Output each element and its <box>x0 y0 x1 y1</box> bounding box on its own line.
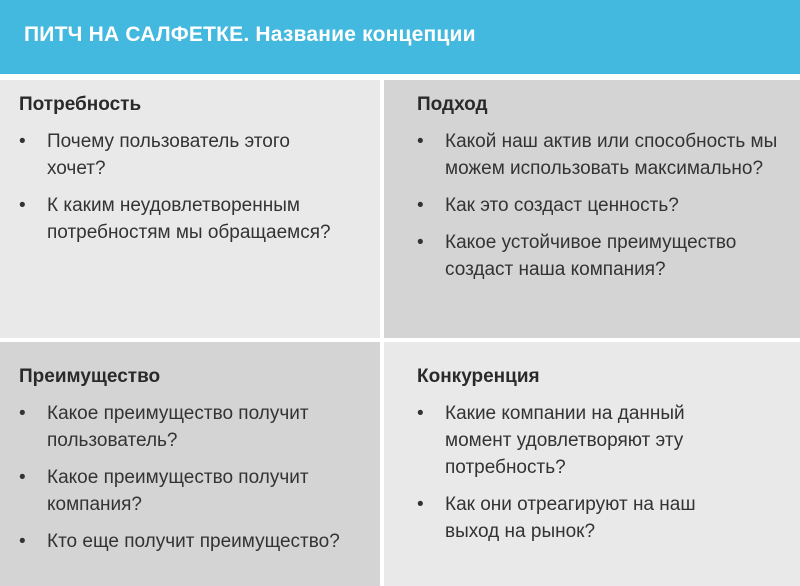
list-item <box>417 192 784 219</box>
bullet-icon: • <box>19 131 26 152</box>
question-list <box>19 128 364 246</box>
bullet-icon: • <box>417 494 424 515</box>
bullet-icon: • <box>19 195 26 216</box>
question-text: Какие компании на данный момент удовлетворяют эту потребность? <box>445 403 685 478</box>
question-text: Кто еще получит преимущество? <box>47 531 340 552</box>
list-item <box>417 400 745 481</box>
page-title: ПИТЧ НА САЛФЕТКЕ. Название концепции <box>24 23 476 46</box>
list-item <box>19 400 347 454</box>
bullet-icon: • <box>417 232 424 253</box>
bullet-icon: • <box>19 467 26 488</box>
quadrant-title: Преимущество <box>19 366 161 387</box>
question-list <box>19 400 364 555</box>
question-text: Почему пользователь этого хочет? <box>47 131 290 179</box>
list-item <box>417 491 755 545</box>
list-item <box>19 528 364 555</box>
question-text: Какой наш актив или способность мы можем использовать максимально? <box>445 131 778 179</box>
question-text: Какое устойчивое преимущество создаст наша компания? <box>445 232 737 280</box>
header-banner <box>0 0 800 74</box>
list-item <box>417 229 784 283</box>
list-item <box>19 192 364 246</box>
question-list <box>417 400 784 545</box>
question-text: Как они отреагируют на наш выход на рынок? <box>445 494 696 542</box>
bullet-icon: • <box>19 531 26 552</box>
question-text: Какое преимущество получит компания? <box>47 467 309 515</box>
list-item <box>417 128 790 182</box>
bullet-icon: • <box>19 403 26 424</box>
question-list <box>417 128 784 283</box>
quadrant-title: Подход <box>417 94 488 115</box>
quadrant-title: Потребность <box>19 94 142 115</box>
list-item <box>19 464 347 518</box>
bullet-icon: • <box>417 131 424 152</box>
list-item <box>19 128 347 182</box>
quadrant-need <box>0 80 380 338</box>
question-text: Какое преимущество получит пользователь? <box>47 403 309 451</box>
bullet-icon: • <box>417 403 424 424</box>
quadrant-approach <box>384 80 800 338</box>
quadrant-competition <box>384 342 800 586</box>
quadrant-title: Конкуренция <box>417 366 540 387</box>
question-text: К каким неудовлетворенным потребностям мы обращаемся? <box>47 195 331 243</box>
question-text: Как это создаст ценность? <box>445 195 679 216</box>
bullet-icon: • <box>417 195 424 216</box>
quadrant-advantage <box>0 342 380 586</box>
